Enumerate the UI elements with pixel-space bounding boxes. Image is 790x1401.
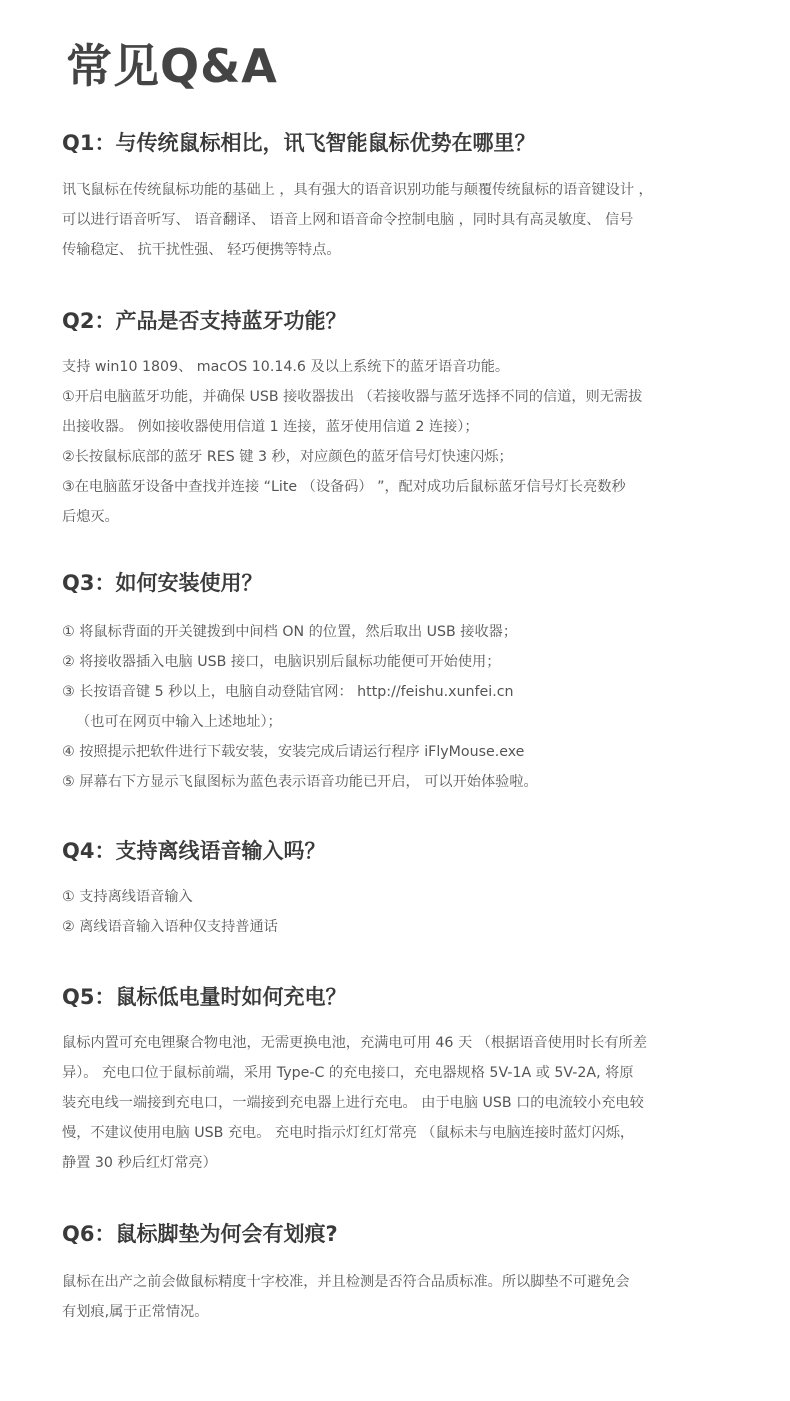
answer-line: ③在电脑蓝牙设备中查找并连接 “Lite （设备码） ”，配对成功后鼠标蓝牙信号灯长亮数秒 [62,479,626,495]
answer-line: ⑤ 屏幕右下方显示飞鼠图标为蓝色表示语音功能已开启， 可以开始体验啦。 [62,774,538,790]
answer-line: 讯飞鼠标在传统鼠标功能的基础上 ，具有强大的语音识别功能与颠覆传统鼠标的语音键设计 ， [62,182,653,198]
answer-line: 传输稳定、 抗干扰性强、 轻巧便携等特点。 [62,242,341,258]
answer-line: 鼠标在出产之前会做鼠标精度十字校准，并且检测是否符合品质标准。所以脚垫不可避免会 [62,1274,630,1290]
question-q6: Q6：鼠标脚垫为何会有划痕? [62,1222,338,1246]
answer-line: 异）。 充电口位于鼠标前端，采用 Type-C 的充电接口，充电器规格 5V-1A 或 5V-2A, 将原 [62,1065,634,1081]
answer-q6 [62,1267,722,1327]
answer-line: 后熄灭。 [62,509,119,525]
answer-line: 静置 30 秒后红灯常亮） [62,1155,217,1171]
answer-line: 装充电线一端接到充电口，一端接到充电器上进行充电。 由于电脑 USB 口的电流较小充电较 [62,1095,644,1111]
answer-q4 [62,882,722,942]
answer-q3 [62,617,722,797]
page-title: 常见Q&A [66,39,278,93]
answer-line: （也可在网页中输入上述地址）； [76,714,282,730]
answer-line: ① 支持离线语音输入 [62,889,193,905]
answer-line: ①开启电脑蓝牙功能，并确保 USB 接收器拔出 （若接收器与蓝牙选择不同的信道，则无需拔 [62,389,643,405]
answer-line: ③ 长按语音键 5 秒以上，电脑自动登陆官网： http://feishu.xunfei.cn [62,684,514,700]
answer-line: 有划痕,属于正常情况。 [62,1304,209,1320]
answer-line: ② 将接收器插入电脑 USB 接口，电脑识别后鼠标功能便可开始使用； [62,654,501,670]
question-q4: Q4：支持离线语音输入吗？ [62,839,326,863]
question-q3: Q3：如何安装使用？ [62,571,263,595]
answer-q2 [62,352,722,532]
answer-q5 [62,1028,722,1178]
answer-line: ②长按鼠标底部的蓝牙 RES 键 3 秒，对应颜色的蓝牙信号灯快速闪烁； [62,449,513,465]
answer-q1 [62,175,722,265]
answer-line: 鼠标内置可充电锂聚合物电池，无需更换电池，充满电可用 46 天 （根据语音使用时长有所差 [62,1035,647,1051]
answer-line: ④ 按照提示把软件进行下载安装，安装完成后请运行程序 iFlyMouse.exe [62,744,525,760]
answer-line: 慢，不建议使用电脑 USB 充电。 充电时指示灯红灯常亮 （鼠标未与电脑连接时蓝灯闪烁， [62,1125,635,1141]
answer-line: 出接收器。 例如接收器使用信道 1 连接，蓝牙使用信道 2 连接）； [62,419,479,435]
question-q2: Q2：产品是否支持蓝牙功能？ [62,309,347,333]
answer-line: 可以进行语音听写、 语音翻译、 语音上网和语音命令控制电脑 ，同时具有高灵敏度、 信号 [62,212,634,228]
answer-line: ② 离线语音输入语种仅支持普通话 [62,919,278,935]
answer-line: 支持 win10 1809、 macOS 10.14.6 及以上系统下的蓝牙语音功能。 [62,359,510,375]
question-q1: Q1：与传统鼠标相比，讯飞智能鼠标优势在哪里？ [62,131,536,155]
answer-line: ① 将鼠标背面的开关键拨到中间档 ON 的位置，然后取出 USB 接收器； [62,624,518,640]
question-q5: Q5：鼠标低电量时如何充电？ [62,985,347,1009]
